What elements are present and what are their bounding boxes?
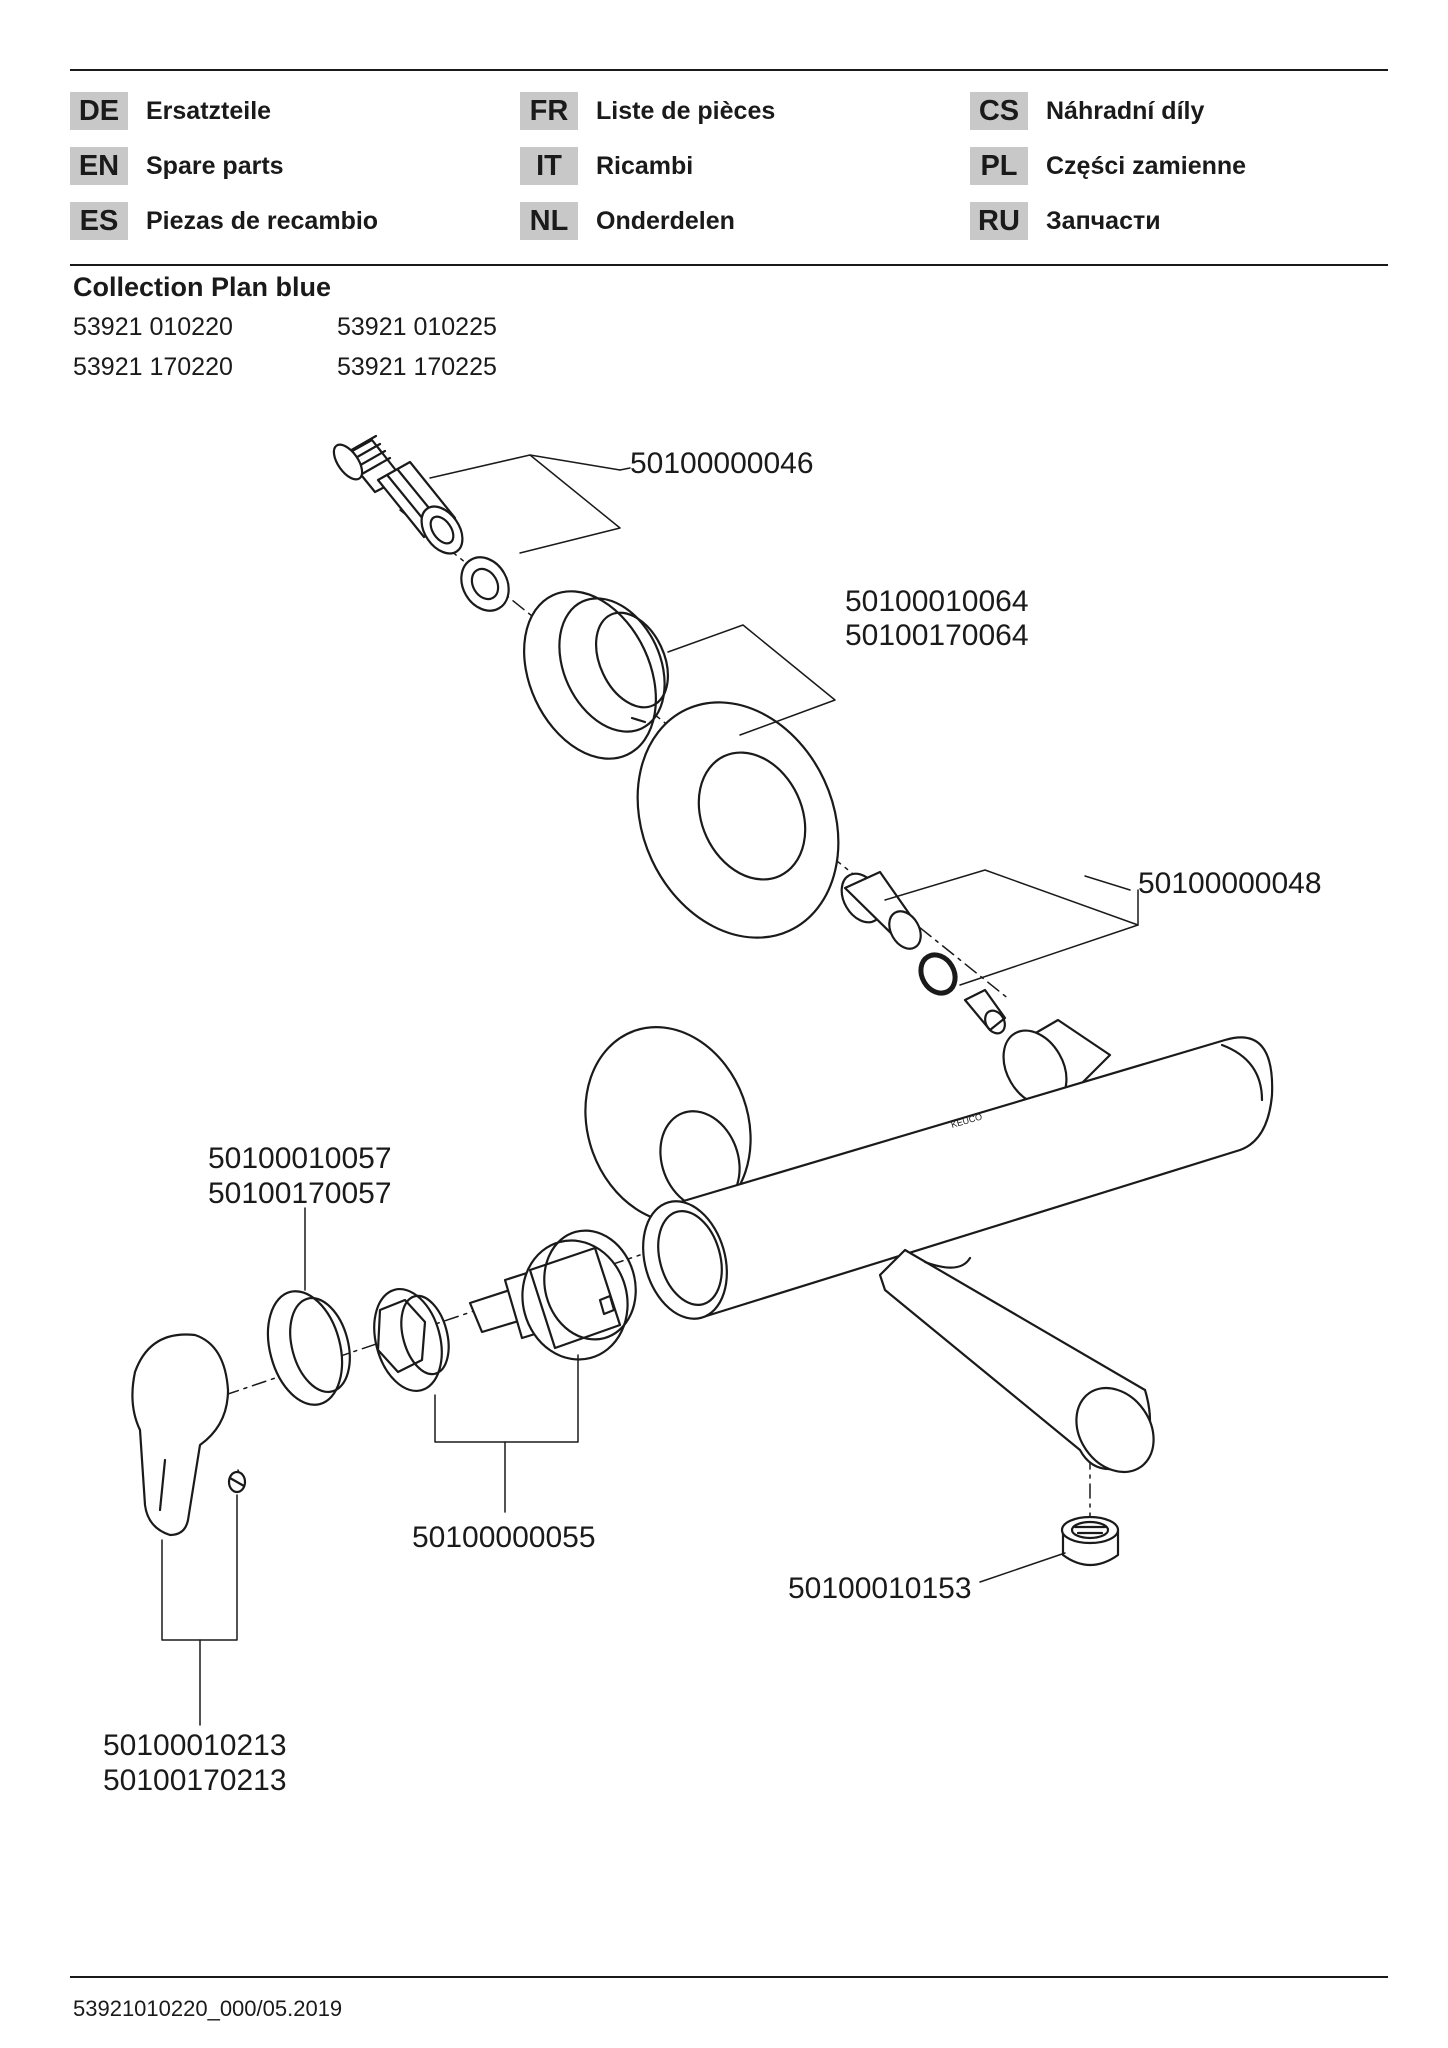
connection-piece [328, 436, 471, 561]
lang-label: Liste de pièces [596, 96, 776, 125]
lang-label: Ricambi [596, 151, 694, 180]
lang-code: EN [70, 147, 128, 185]
part-number: 50100170064 [845, 619, 1029, 652]
part-number: 50100010064 [845, 585, 1029, 618]
brand-mark: KEUCO [949, 1111, 984, 1130]
part-number: 50100010153 [788, 1572, 972, 1605]
lang-label: Náhradní díly [1046, 96, 1205, 125]
lang-code: DE [70, 92, 128, 130]
article-number: 53921 170220 [73, 353, 233, 381]
part-number: 50100010057 [208, 1142, 392, 1175]
part-number: 50100170213 [103, 1764, 287, 1797]
article-number: 53921 010225 [337, 313, 497, 341]
lang-code: RU [970, 202, 1028, 240]
lang-label: Piezas de recambio [146, 206, 379, 235]
part-number: 50100010213 [103, 1729, 287, 1762]
article-number: 53921 010220 [73, 313, 233, 341]
cartridge [470, 1220, 648, 1371]
lang-label: Części zamienne [1046, 151, 1247, 180]
lang-label: Запчасти [1046, 206, 1161, 235]
mixer-body [559, 1004, 1273, 1487]
lang-code: CS [970, 92, 1028, 130]
article-number: 53921 170225 [337, 353, 497, 381]
lang-code: IT [520, 147, 578, 185]
part-number: 50100000055 [412, 1521, 596, 1554]
product-title: Collection Plan blue [73, 272, 332, 302]
lever-handle [132, 1334, 245, 1535]
lang-code: PL [970, 147, 1028, 185]
check-valve [833, 866, 1008, 1036]
lang-label: Ersatzteile [146, 96, 272, 125]
document-code: 53921010220_000/05.2019 [73, 1996, 343, 2021]
part-number: 50100000048 [1138, 867, 1322, 900]
aerator [1062, 1517, 1118, 1565]
lang-label: Onderdelen [596, 206, 735, 235]
part-number: 50100170057 [208, 1177, 392, 1210]
lang-code: ES [70, 202, 128, 240]
axis-line [225, 510, 1090, 1520]
lang-code: NL [520, 202, 578, 240]
part-number: 50100000046 [630, 447, 814, 480]
lang-code: FR [520, 92, 578, 130]
cover-sleeve [256, 1283, 359, 1413]
cartridge-nut [364, 1281, 457, 1398]
lang-label: Spare parts [146, 151, 284, 180]
